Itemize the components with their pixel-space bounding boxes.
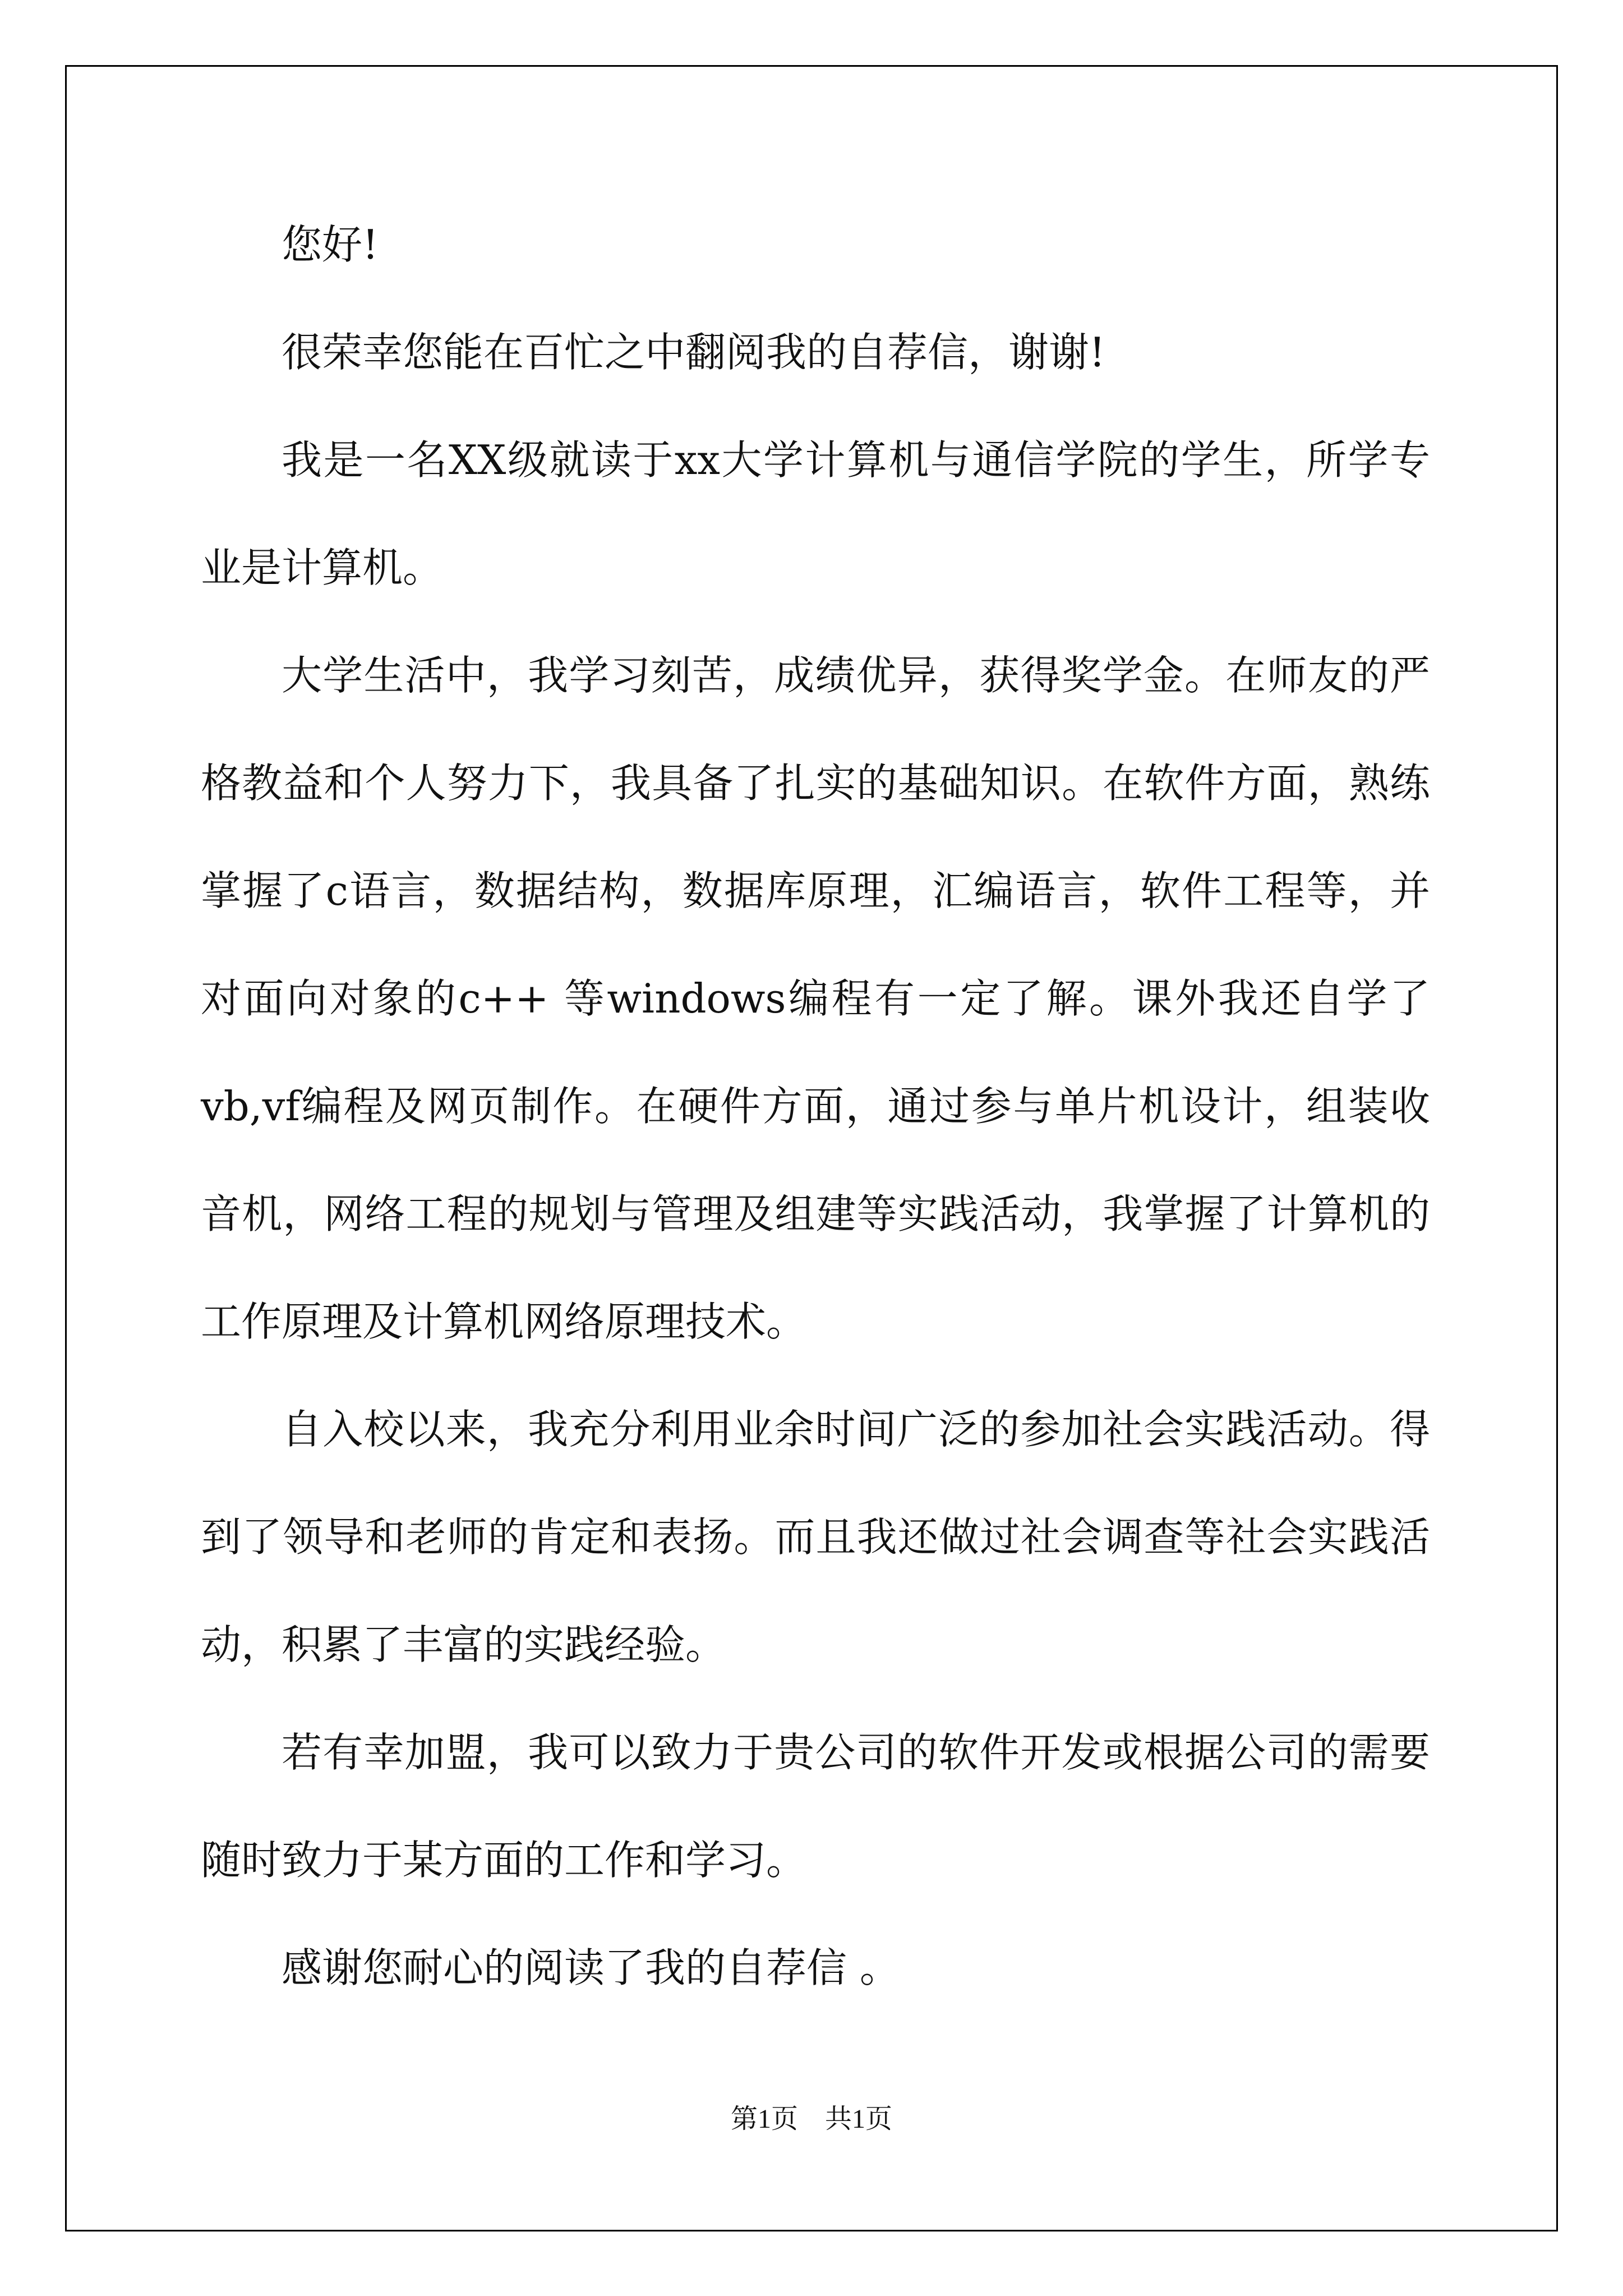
- paragraph-closing: 感谢您耐心的阅读了我的自荐信 。: [282, 1944, 900, 1991]
- page-total: 共1页: [825, 2104, 893, 2134]
- paragraph-commitment: 若有幸加盟，我可以致力于贵公司的软件开发或根据公司的需要随时致力于某方面的工作和学习。: [201, 1729, 1430, 1884]
- paragraph-thanks: 很荣幸您能在百忙之中翻阅我的自荐信，谢谢!: [282, 329, 1105, 376]
- greeting: 您好!: [282, 221, 379, 268]
- letter-body: [201, 191, 1430, 2022]
- paragraph-practice: 自入校以来，我充分利用业余时间广泛的参加社会实践活动。得到了领导和老师的肯定和表扬。而且我还做过社会调查等社会实践活动，积累了丰富的实践经验。: [201, 1406, 1430, 1668]
- page-footer: [0, 2097, 1623, 2136]
- paragraph-introduction: 我是一名XX级就读于xx大学计算机与通信学院的学生，所学专业是计算机。: [201, 436, 1430, 591]
- page-number: 第1页: [730, 2104, 798, 2134]
- paragraph-skills: 大学生活中，我学习刻苦，成绩优异，获得奖学金。在师友的严格教益和个人努力下，我具备了扎实的基础知识。在软件方面，熟练掌握了c语言，数据结构，数据库原理，汇编语言，软件工程等，并对面向对象的c++ 等windows编程有一定了解。课外我还自学了vb,vf编程及网页制作。在硬件方面，通过参与单片机设计，组装收音机，网络工程的规划与管理及组建等实践活动，我掌握了计算机的工作原理及计算机网络原理技术。: [201, 652, 1430, 1345]
